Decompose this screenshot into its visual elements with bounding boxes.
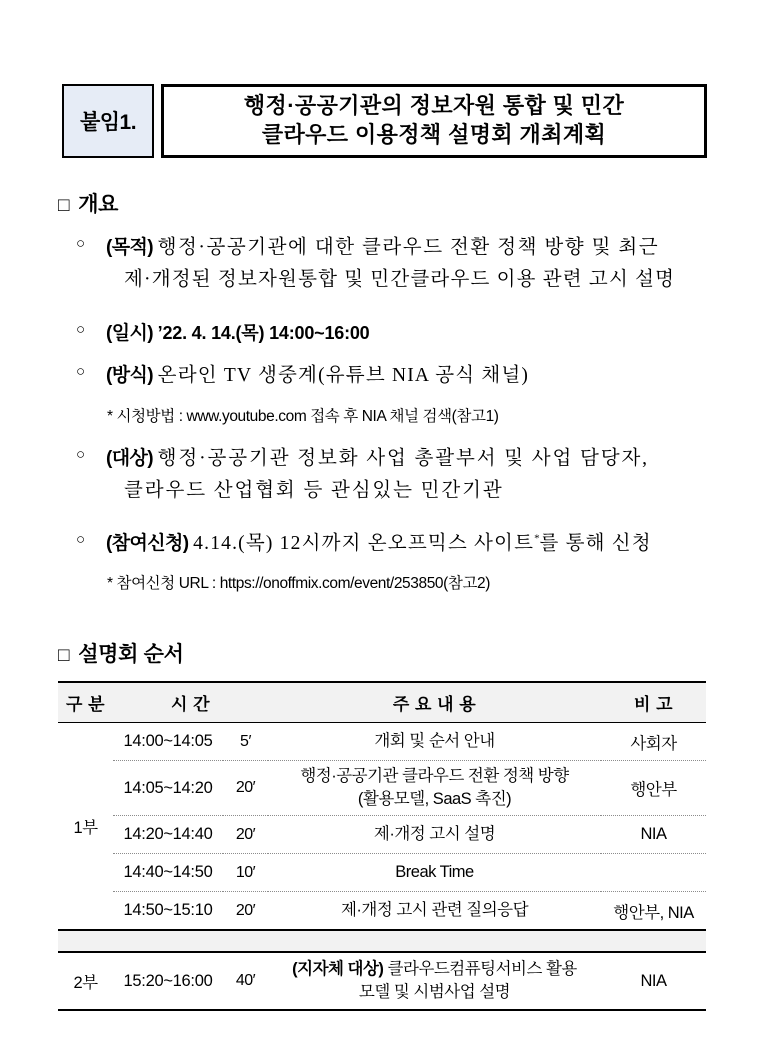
- apply-footnote-marker: *: [534, 532, 540, 545]
- cell-time: 14:50~15:10: [123, 901, 213, 919]
- attachment-tag-label: 붙임1.: [79, 111, 137, 134]
- circle-bullet-icon: ○: [76, 447, 85, 463]
- method-note: * 시청방법 : www.youtube.com 접속 후 NIA 채널 검색(참고1): [107, 408, 499, 425]
- agenda-table: [58, 681, 706, 1011]
- target-line-1: 행정·공공기관 정보화 사업 총괄부서 및 사업 담당자,: [157, 448, 649, 469]
- header-content: 주 요 내 용: [268, 682, 601, 723]
- cell-time: 14:00~14:05: [113, 723, 223, 761]
- attachment-title-line-1: 행정·공공기관의 정보자원 통합 및 민간: [243, 92, 625, 118]
- overview-item-purpose: [76, 232, 706, 295]
- apply-note-url: * 참여신청 URL : https://onoffmix.com/event/253850(참고2): [107, 575, 491, 592]
- cell-duration: 20′: [235, 901, 256, 919]
- circle-bullet-icon: ○: [76, 532, 85, 548]
- header-time: 시 간: [113, 682, 268, 723]
- purpose-label: (목적): [106, 237, 153, 258]
- table-row: [58, 761, 706, 816]
- date-label: (일시): [106, 323, 153, 344]
- cell-content: [268, 723, 601, 761]
- cell-content-bold-prefix: (지자체 대상): [292, 960, 384, 979]
- agenda-heading-label: 설명회 순서: [78, 643, 184, 666]
- table-section-spacer: [58, 930, 706, 952]
- cell-content-line-1: 행정·공공기관 클라우드 전환 정책 방향: [300, 767, 569, 786]
- apply-text-after: 를 통해 신청: [539, 533, 652, 554]
- overview-item-method: [76, 360, 529, 392]
- cell-note: 행안부: [601, 761, 706, 816]
- overview-item-target: [76, 443, 706, 506]
- attachment-header: [62, 84, 707, 158]
- cell-duration: 40′: [223, 952, 268, 1010]
- table-header-row: [58, 682, 706, 723]
- cell-content-line-1: 개회 및 순서 안내: [374, 732, 495, 751]
- purpose-line-1: 행정·공공기관에 대한 클라우드 전환 정책 방향 및 최근: [157, 237, 660, 258]
- cell-duration: 5′: [223, 723, 268, 761]
- cell-division-part1: 1부: [58, 723, 113, 931]
- table-row: [58, 952, 706, 1010]
- header-note: 비 고: [601, 682, 706, 723]
- cell-content-line-2: 모델 및 시범사업 설명: [358, 983, 511, 1001]
- cell-time: 15:20~16:00: [113, 952, 223, 1010]
- attachment-tag: [62, 84, 154, 158]
- cell-note: 사회자: [601, 723, 706, 761]
- cell-time: 14:05~14:20: [113, 761, 223, 816]
- cell-content: [268, 892, 601, 931]
- cell-content-line-2: (활용모델, SaaS 촉진): [357, 790, 512, 808]
- cell-division-part2: 2부: [58, 952, 113, 1010]
- cell-note: [601, 854, 706, 892]
- overview-item-date: [76, 318, 369, 350]
- purpose-line-2: 제·개정된 정보자원통합 및 민간클라우드 이용 관련 고시 설명: [124, 268, 676, 290]
- table-row: [58, 723, 706, 761]
- circle-bullet-icon: ○: [76, 364, 85, 380]
- cell-content: [268, 952, 601, 1010]
- cell-note: NIA: [601, 816, 706, 854]
- cell-content-line-1: Break Time: [395, 863, 474, 882]
- table-row: [58, 854, 706, 892]
- cell-content-line-1: 제·개정 고시 설명: [373, 825, 496, 844]
- target-line-2: 클라우드 산업협회 등 관심있는 민간기관: [124, 479, 504, 501]
- square-bullet-icon: □: [58, 195, 70, 216]
- cell-note: NIA: [601, 952, 706, 1010]
- apply-text-before: 4.14.(목) 12시까지 온오프믹스 사이트: [193, 533, 535, 554]
- method-value: 온라인 TV 생중계(유튜브 NIA 공식 채널): [157, 365, 530, 386]
- attachment-title-line-2: 클라우드 이용정책 설명회 개최계획: [261, 122, 607, 147]
- circle-bullet-icon: ○: [76, 322, 85, 338]
- cell-duration: 20′: [223, 816, 268, 854]
- method-label: (방식): [106, 365, 153, 386]
- attachment-title-box: [161, 84, 707, 158]
- date-value: ’22. 4. 14.(목) 14:00~16:00: [157, 323, 370, 343]
- square-bullet-icon: □: [58, 645, 70, 666]
- cell-time: 14:40~14:50: [113, 854, 223, 892]
- cell-content: [268, 816, 601, 854]
- overview-item-apply: [76, 528, 652, 560]
- cell-content-line-1: 클라우드컴퓨팅서비스 활용: [383, 960, 577, 979]
- cell-time: 14:20~14:40: [113, 816, 223, 854]
- table-row: [58, 892, 706, 931]
- agenda-heading: [58, 638, 184, 668]
- cell-note: 행안부, NIA: [613, 903, 694, 922]
- cell-content: [268, 854, 601, 892]
- apply-label: (참여신청): [106, 533, 189, 554]
- cell-content: [268, 761, 601, 816]
- table-row: [58, 816, 706, 854]
- header-division: 구 분: [58, 682, 113, 723]
- overview-heading: [58, 188, 118, 218]
- cell-duration: 10′: [223, 854, 268, 892]
- cell-duration: 20′: [223, 761, 268, 816]
- target-label: (대상): [106, 448, 153, 469]
- circle-bullet-icon: ○: [76, 236, 85, 252]
- cell-content-line-1: 제·개정 고시 관련 질의응답: [340, 901, 529, 920]
- overview-heading-label: 개요: [78, 193, 119, 216]
